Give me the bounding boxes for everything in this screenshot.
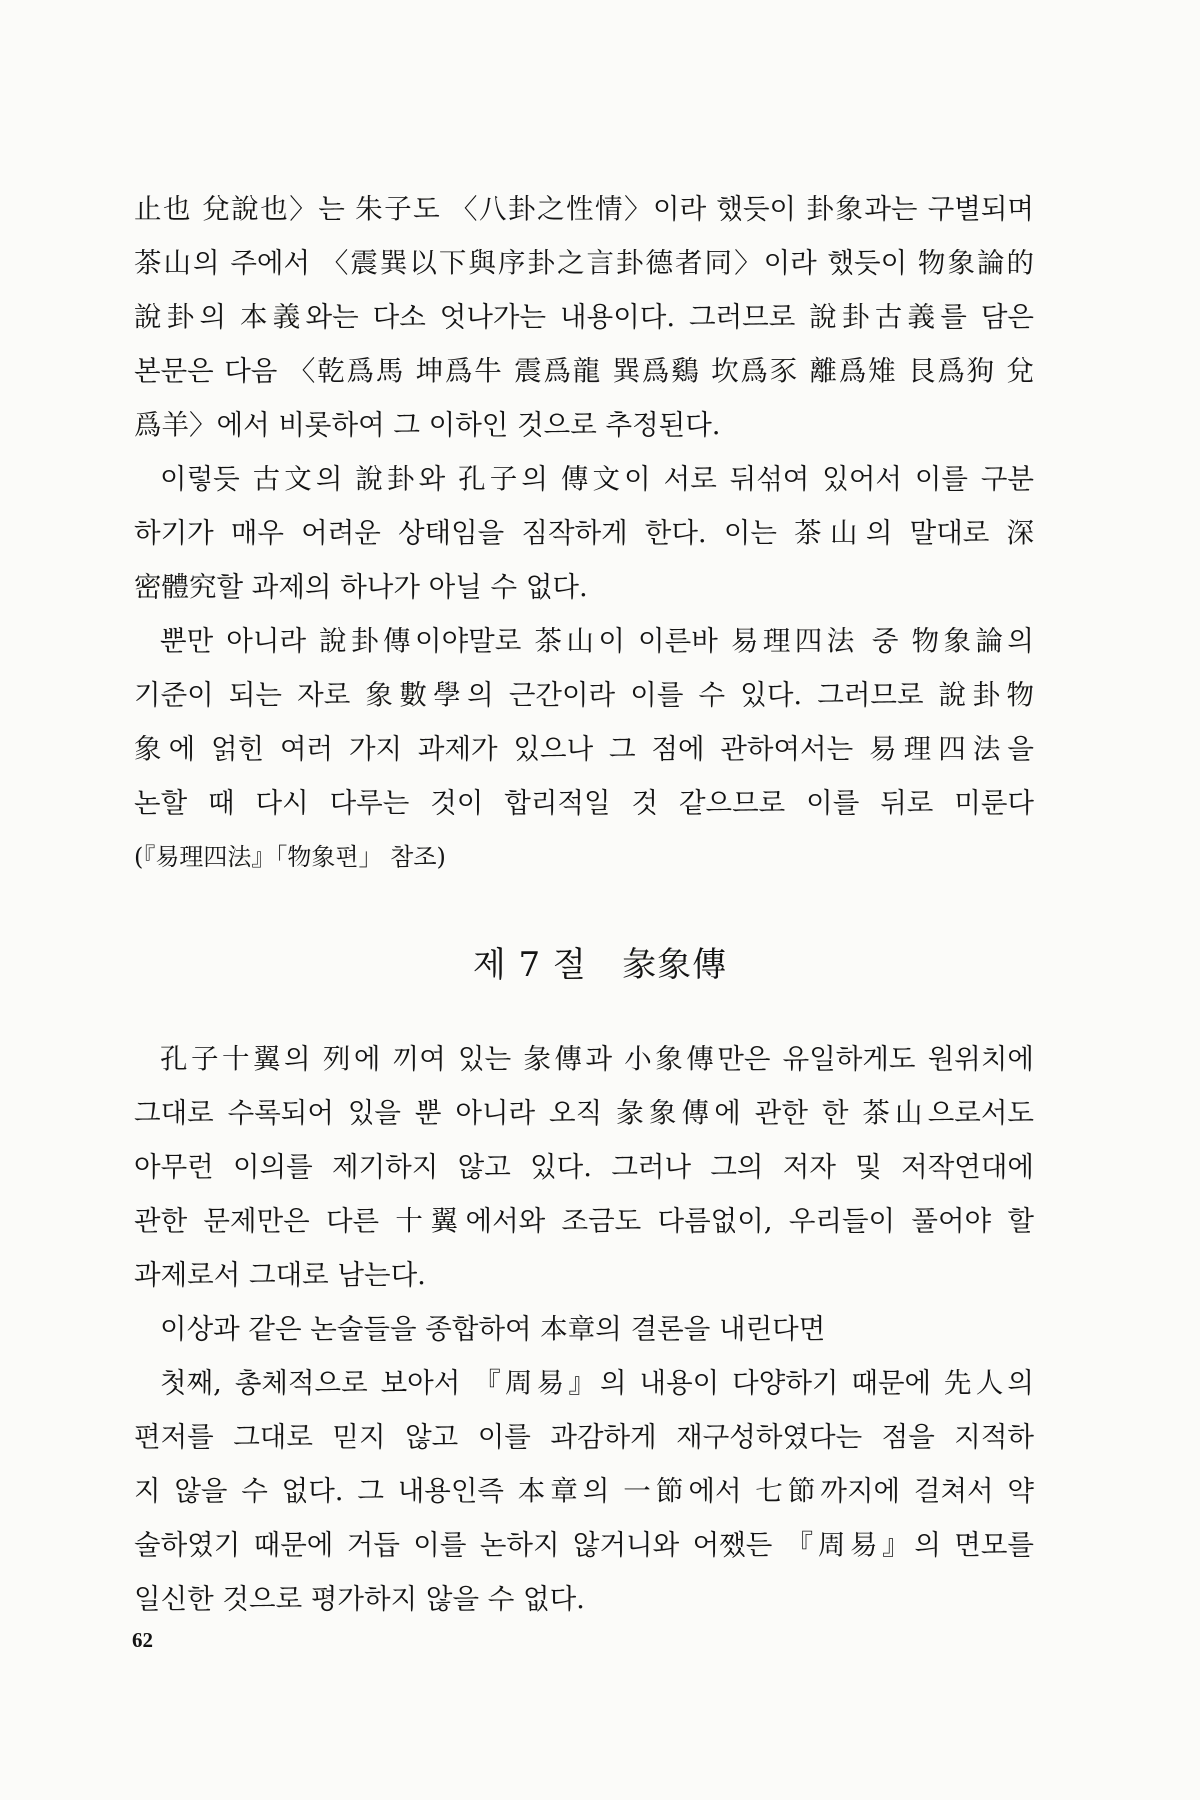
text-line: 첫째, 총체적으로 보아서 『周易』의 내용이 다양하기 때문에 先人의 [160, 1367, 1034, 1399]
text-line: 과제로서 그대로 남는다. [134, 1259, 426, 1291]
text-line: 아무런 이의를 제기하지 않고 있다. 그러나 그의 저자 및 저작연대에 [134, 1151, 1034, 1183]
text-line: 密體究할 과제의 하나가 아닐 수 없다. [134, 571, 588, 603]
text-line: 편저를 그대로 믿지 않고 이를 과감하게 재구성하였다는 점을 지적하 [134, 1421, 1034, 1453]
section-heading: 제 7 절 彖象傳 [472, 945, 728, 985]
text-line: 논할 때 다시 다루는 것이 합리적일 것 같으므로 이를 뒤로 미룬다 [134, 787, 1034, 819]
text-line: 이렇듯 古文의 說卦와 孔子의 傳文이 서로 뒤섞여 있어서 이를 구분 [160, 463, 1034, 495]
text-line: 이상과 같은 논술들을 종합하여 本章의 결론을 내린다면 [160, 1313, 826, 1345]
text-line: 茶山의 주에서 〈震巽以下與序卦之言卦德者同〉이라 했듯이 物象論的 [134, 247, 1034, 279]
text-line: 止也 兌說也〉는 朱子도 〈八卦之性情〉이라 했듯이 卦象과는 구별되며 [134, 193, 1034, 225]
text-line: 지 않을 수 없다. 그 내용인즉 本章의 一節에서 七節까지에 걸쳐서 약 [134, 1475, 1034, 1507]
text-line: (『易理四法』「物象편」 참조) [134, 843, 446, 871]
text-line: 본문은 다음 〈乾爲馬 坤爲牛 震爲龍 巽爲鷄 坎爲豕 離爲雉 艮爲狗 兌 [134, 355, 1034, 387]
page-number: 62 [132, 1628, 153, 1652]
text-line: 象에 얽힌 여러 가지 과제가 있으나 그 점에 관하여서는 易理四法을 [134, 733, 1034, 765]
text-line: 說卦의 本義와는 다소 엇나가는 내용이다. 그러므로 說卦古義를 담은 [134, 301, 1034, 333]
text-line: 孔子十翼의 列에 끼여 있는 彖傳과 小象傳만은 유일하게도 원위치에 [160, 1043, 1034, 1075]
text-line: 爲羊〉에서 비롯하여 그 이하인 것으로 추정된다. [134, 409, 721, 441]
text-line: 관한 문제만은 다른 十翼에서와 조금도 다름없이, 우리들이 풀어야 할 [134, 1205, 1034, 1237]
text-line: 뿐만 아니라 說卦傳이야말로 茶山이 이른바 易理四法 중 物象論의 [160, 625, 1034, 657]
text-line: 술하였기 때문에 거듭 이를 논하지 않거니와 어쨌든 『周易』의 면모를 [134, 1529, 1034, 1561]
body-text-lower [134, 1032, 1034, 1626]
text-line: 일신한 것으로 평가하지 않을 수 없다. [134, 1583, 585, 1615]
text-line: 기준이 되는 자로 象數學의 근간이라 이를 수 있다. 그러므로 說卦物 [134, 679, 1034, 711]
text-line: 하기가 매우 어려운 상태임을 짐작하게 한다. 이는 茶山의 말대로 深 [134, 517, 1034, 549]
text-line: 그대로 수록되어 있을 뿐 아니라 오직 彖象傳에 관한 한 茶山으로서도 [134, 1097, 1034, 1129]
body-text-upper [134, 182, 1034, 884]
